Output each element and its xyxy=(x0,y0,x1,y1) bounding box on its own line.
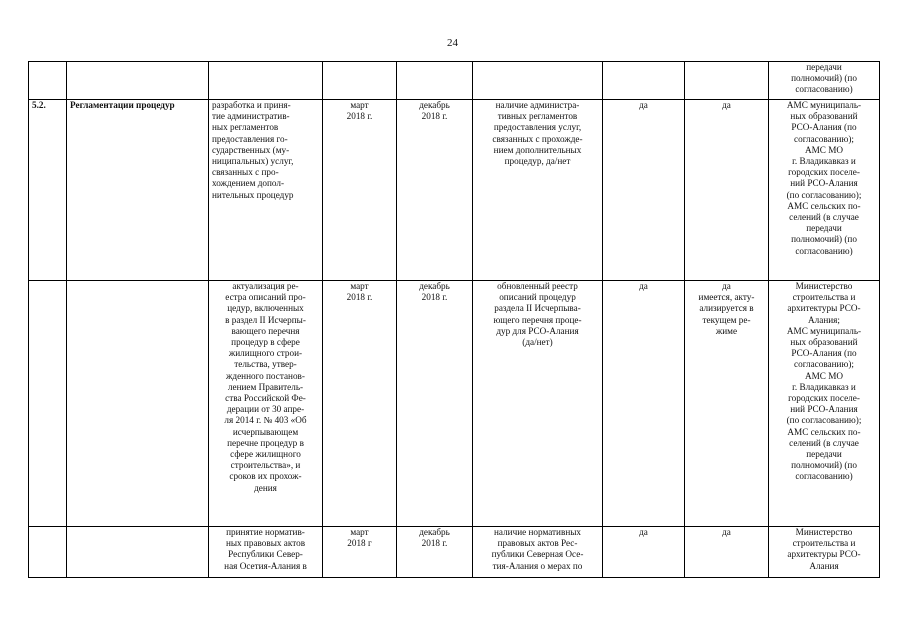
end-date: декабрь 2018 г. xyxy=(397,527,473,578)
executor: АМС муниципаль- ных образований РСО-Алания (по согласованию); АМС МО г. Владикавказ и городских поселе- ний РСО-Алания (по согласованию); АМС сельских по- селений (в случае передачи полномочий) (по согласованию) xyxy=(769,100,880,281)
start-date: март 2018 г xyxy=(323,527,397,578)
measure-description xyxy=(209,62,323,100)
row-number xyxy=(29,62,67,100)
executor: Министерство строительства и архитектуры РСО- Алания; АМС муниципаль- ных образований РСО-Алания (по согласованию); АМС МО г. Владикавказ и городских поселе- ний РСО-Алания (по согласованию); АМС сельских по- селений (в случае передачи полномочий) (по согласованию) xyxy=(769,281,880,527)
row-number: 5.2. xyxy=(29,100,67,281)
measures-table xyxy=(28,61,880,578)
start-date: март 2018 г. xyxy=(323,100,397,281)
table-row xyxy=(29,62,880,100)
end-date: декабрь 2018 г. xyxy=(397,100,473,281)
measure-name xyxy=(67,62,209,100)
executor: передачи полномочий) (по согласованию) xyxy=(769,62,880,100)
indicator: наличие нормативных правовых актов Рес- публики Северная Осе- тия-Алания о мерах по xyxy=(473,527,603,578)
start-date: март 2018 г. xyxy=(323,281,397,527)
measure-description: разработка и приня- тие административ- ных регламентов предоставления го- сударственных (му- ниципальных) услуг, связанных с про- хождением допол- нительных процедур xyxy=(209,100,323,281)
row-number xyxy=(29,281,67,527)
page-number: 24 xyxy=(447,37,458,49)
value-fact xyxy=(685,62,769,100)
table-row xyxy=(29,281,880,527)
measure-description: принятие норматив- ных правовых актов Республики Север- ная Осетия-Алания в xyxy=(209,527,323,578)
start-date xyxy=(323,62,397,100)
indicator: обновленный реестр описаний процедур раздела II Исчерпыва- ющего перечня проце- дур для РСО-Алания (да/нет) xyxy=(473,281,603,527)
value-plan xyxy=(603,62,685,100)
table-row xyxy=(29,527,880,578)
table-row xyxy=(29,100,880,281)
value-plan: да xyxy=(603,100,685,281)
value-fact: да имеется, акту- ализируется в текущем ре- жиме xyxy=(685,281,769,527)
end-date: декабрь 2018 г. xyxy=(397,281,473,527)
executor: Министерство строительства и архитектуры РСО- Алания xyxy=(769,527,880,578)
measure-name: Регламентации процедур xyxy=(67,100,209,281)
end-date xyxy=(397,62,473,100)
measure-description: актуализация ре- естра описаний про- цедур, включенных в раздел II Исчерпы- вающего перечня процедур в сфере жилищного строи- тельства, утвер- жденного постанов- лением Правитель- ства Российской Фе- дерации от 30 апре- ля 2014 г. № 403 «Об исчерпывающем перечне процедур в сфере жилищного строительства», и сроков их прохож- дения xyxy=(209,281,323,527)
value-plan: да xyxy=(603,281,685,527)
measure-name xyxy=(67,527,209,578)
row-number xyxy=(29,527,67,578)
value-plan: да xyxy=(603,527,685,578)
value-fact: да xyxy=(685,100,769,281)
indicator: наличие администра- тивных регламентов предоставления услуг, связанных с прохожде- нием дополнительных процедур, да/нет xyxy=(473,100,603,281)
measure-name xyxy=(67,281,209,527)
value-fact: да xyxy=(685,527,769,578)
indicator xyxy=(473,62,603,100)
